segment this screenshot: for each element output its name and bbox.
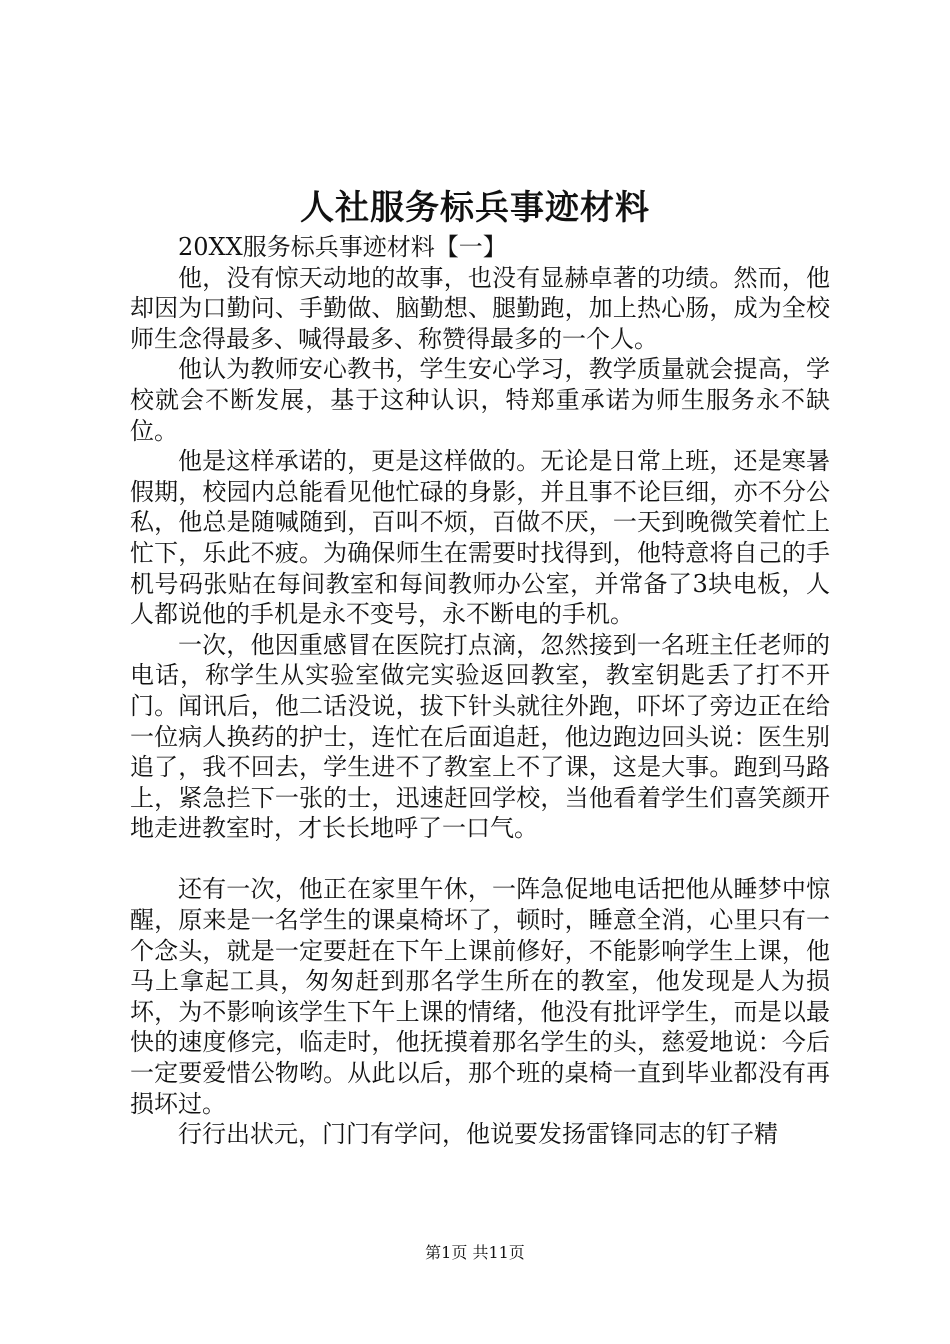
document-title: 人社服务标兵事迹材料 [300, 188, 650, 228]
paragraph: 一次，他因重感冒在医院打点滴，忽然接到一名班主任老师的电话，称学生从实验室做完实验返回教室，教室钥匙丢了打不开门。闻讯后，他二话没说，拔下针头就往外跑，吓坏了旁边正在给一位病人换药的护士，连忙在后面追赶，他边跑边回头说：医生别追了，我不回去，学生进不了教室上不了课，这是大事。跑到马路上，紧急拦下一张的士，迅速赶回学校，当他看着学生们喜笑颜开地走进教室时，才长长地呼了一口气。 [130, 630, 830, 843]
paragraph: 他认为教师安心教书，学生安心学习，教学质量就会提高，学校就会不断发展，基于这种认识，特郑重承诺为师生服务永不缺位。 [130, 355, 830, 445]
paragraph: 他是这样承诺的，更是这样做的。无论是日常上班，还是寒暑假期，校园内总能看见他忙碌的身影，并且事不论巨细，亦不分公私，他总是随喊随到，百叫不烦，百做不厌，一天到晚微笑着忙上忙下，乐此不疲。为确保师生在需要时找得到，他特意将自己的手机号码张贴在每间教室和每间教师办公室，并常备了3块电板，人人都说他的手机是永不变号，永不断电的手机。 [130, 447, 830, 629]
section-heading: 20XX服务标兵事迹材料【一】 [178, 233, 507, 261]
paragraph: 还有一次，他正在家里午休，一阵急促地电话把他从睡梦中惊醒，原来是一名学生的课桌椅坏了，顿时，睡意全消，心里只有一个念头，就是一定要赶在下午上课前修好，不能影响学生上课，他马上拿起工具，匆匆赶到那名学生所在的教室，他发现是人为损坏，为不影响该学生下午上课的情绪，他没有批评学生，而是以最快的速度修完，临走时，他抚摸着那名学生的头，慈爱地说：今后一定要爱惜公物哟。从此以后，那个班的桌椅一直到毕业都没有再损坏过。 [130, 875, 830, 1118]
paragraph: 他，没有惊天动地的故事，也没有显赫卓著的功绩。然而，他却因为口勤问、手勤做、脑勤想、腿勤跑，加上热心肠，成为全校师生念得最多、喊得最多、称赞得最多的一个人。 [130, 263, 830, 353]
paragraph: 行行出状元，门门有学问，他说要发扬雷锋同志的钉子精 [178, 1120, 778, 1149]
page-number-footer: 第1页 共11页 [425, 1243, 525, 1262]
document-body [130, 232, 830, 1150]
